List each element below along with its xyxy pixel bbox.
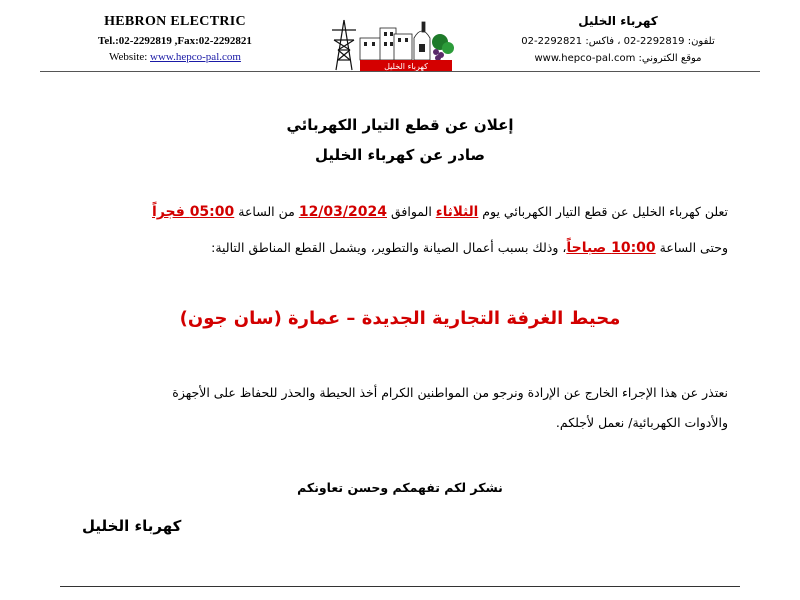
text-fragment: ، وذلك بسبب أعمال الصيانة والتطوير، ويشمل القطع المناطق التالية: bbox=[211, 240, 567, 255]
apology-line2: والأدوات الكهربائية/ نعمل لأجلكم. bbox=[555, 415, 728, 430]
header-english-block bbox=[60, 14, 290, 63]
signature: كهرباء الخليل bbox=[82, 517, 182, 535]
outage-date: 12/03/2024 bbox=[298, 204, 387, 220]
phone-fax-ar: تلفون: 2292819-02 ، فاكس: 2292821-02 bbox=[521, 36, 715, 47]
outage-start-time: 05:00 فجراً bbox=[152, 204, 235, 220]
company-name-en: HEBRON ELECTRIC bbox=[104, 14, 246, 29]
text-fragment: الموافق bbox=[390, 204, 432, 219]
company-name-ar: كهرباء الخليل bbox=[578, 14, 658, 28]
affected-area: محيط الغرفة التجارية الجديدة – عمارة (سان جون) bbox=[179, 308, 621, 329]
website-line-ar: موقع الكتروني: www.hepco-pal.com bbox=[534, 53, 702, 64]
outage-details-line2 bbox=[68, 240, 728, 256]
hebron-electric-logo bbox=[322, 14, 462, 72]
outage-details-line1 bbox=[68, 204, 728, 220]
outage-day: الثلاثاء bbox=[435, 204, 479, 220]
grapes-icon bbox=[432, 34, 454, 61]
website-label: Website: bbox=[109, 51, 148, 63]
outage-end-time: 10:00 صباحاً bbox=[566, 240, 656, 256]
logo-banner-text: كهرباء الخليل bbox=[384, 62, 428, 71]
power-pylon-icon bbox=[332, 20, 356, 70]
announcement-title: إعلان عن قطع التيار الكهربائي bbox=[286, 116, 514, 134]
footer-divider bbox=[60, 586, 740, 587]
website-link[interactable]: www.hepco-pal.com bbox=[150, 51, 241, 63]
website-line-en bbox=[60, 51, 290, 63]
header-divider bbox=[40, 71, 760, 72]
phone-fax-en: Tel.:02-2292819 ,Fax:02-2292821 bbox=[98, 35, 252, 47]
apology-line1: نعتذر عن هذا الإجراء الخارج عن الإرادة ونرجو من المواطنين الكرام أخذ الحيطة والحذر للحفاظ على الأجهزة bbox=[172, 385, 728, 400]
text-fragment: تعلن كهرباء الخليل عن قطع التيار الكهربائي يوم bbox=[482, 204, 728, 219]
announcement-subtitle: صادر عن كهرباء الخليل bbox=[315, 146, 485, 164]
header-arabic-block bbox=[488, 14, 748, 64]
thanks-note: نشكر لكم تفهمكم وحسن تعاونكم bbox=[297, 480, 503, 495]
text-fragment: وحتى الساعة bbox=[659, 240, 728, 255]
text-fragment: من الساعة bbox=[238, 204, 295, 219]
buildings-icon bbox=[360, 22, 430, 60]
